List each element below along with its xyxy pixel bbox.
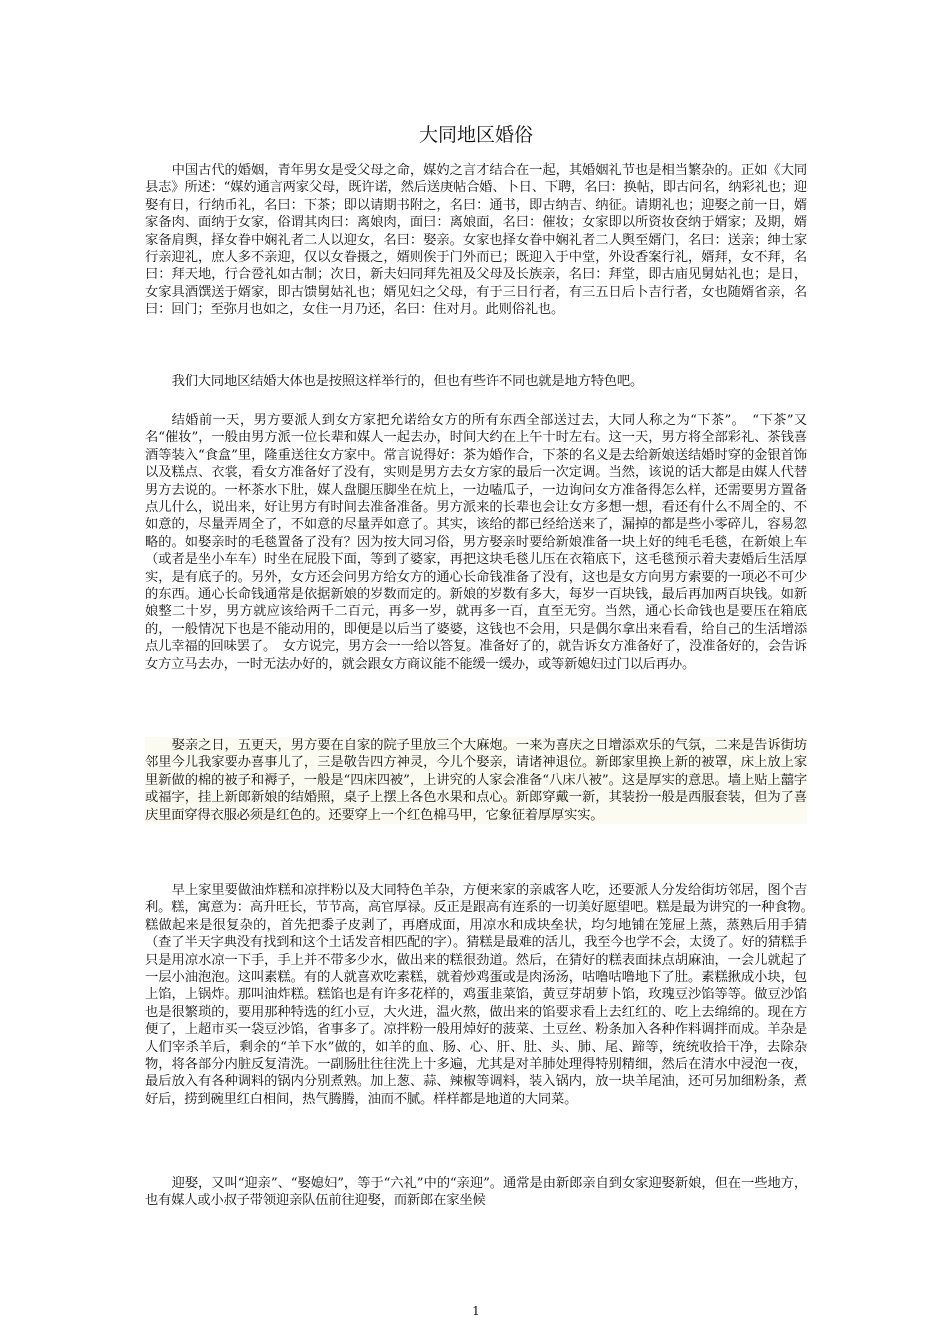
paragraph-yingqu: 迎娶，又叫“迎亲”、“娶媳妇”，等于“六礼”中的“亲迎”。通常是由新郎亲自到女家迎娶新娘，但在一些地方，也有媒人或小叔子带领迎亲队伍前往迎娶，而新郎在家坐候 bbox=[145, 1176, 807, 1209]
paragraph-wedding-food: 早上家里要做油炸糕和凉拌粉以及大同特色羊杂，方便来家的亲戚客人吃，还要派人分发给街坊邻居，图个吉利。糕，寓意为：高升旺长，节节高，高官厚禄。反正是跟高有连系的一切美好愿望吧。糕是最为讲究的一种食物。 糕做起来是很复杂的，首先把黍子皮剥了，再磨成面，用凉水和成块垒状，均匀地铺在笼屉上蒸，蒸熟后用手猜（查了半天字典没有找到和这个土话发音相匹配的字）。猜糕是最难的活儿，我至今也学不会，太烫了。好的猜糕手只是用凉水凉一下手，手上并不带多少水，做出来的糕很劲道。然后，在猜好的糕表面抹点胡麻油，一会儿就起了一层小油泡泡。这叫素糕。有的人就喜欢吃素糕，就着炒鸡蛋或是肉汤汤，咕噜咕噜地下了肚。素糕揪成小块，包上馅，上锅炸。那叫油炸糕。糕馅也是有许多花样的，鸡蛋韭菜馅，黄豆芽胡萝卜馅，玫瑰豆沙馅等等。做豆沙馅也是很繁琐的，要用那种特选的红小豆，大火进，温火熬，做出来的馅要求看上去红红的、吃上去绵绵的。现在方便了，上超市买一袋豆沙馅，省事多了。凉拌粉一般用焯好的菠菜、土豆丝、粉条加入各种作料调拌而成。羊杂是人们宰杀羊后，剩余的“羊下水”做的，如羊的血、肠、心、肝、肚、头、肺、尾、蹄等，统统收拾干净，去除杂 物，将各部分内脏反复清洗。一副肠肚往往洗上十多遍，尤其是对羊肺处理得特别精细，然后在清水中浸泡一夜，最后放入有各种调料的锅内分别煮熟。加上葱、蒜、辣椒等调料，装入锅内，放一块羊尾油，还可另加细粉条，煮好后，捞到碗里红白相间，热气腾腾，油而不腻。样样都是地道的大同菜。 bbox=[145, 883, 821, 1107]
paragraph-local-custom: 我们大同地区结婚大体也是按照这样举行的，但也有些许不同也就是地方特色吧。 bbox=[171, 374, 644, 389]
paragraph-intro: 中国古代的婚姻，青年男女是受父母之命，媒妁之言才结合在一起，其婚姻礼节也是相当繁杂的。正如《大同县志》所述：“媒妁通言两家父母，既许诺，然后送庚帖合婚、卜日、下聘，名曰：换帖，即古问名，纳彩礼也；迎娶有日，行纳币礼，名曰：下茶；即以请期书附之，名曰：通书，即古纳吉、纳征。请期礼也；迎娶之前一日，婿家备肉、面纳于女家，俗谓其肉曰：离娘肉，面曰：离娘面，名曰：催妆；女家即以所资妆奁纳于婿家；及期，婿家备肩舆，择女眷中娴礼者二人以迎女，名曰：娶亲。女家也择女眷中娴礼者二人舆至婿门，名曰：送亲；绅士家行亲迎礼，庶人多不亲迎，仅以女眷摄之，婿则俟于门外而已；既迎入于中堂，外设香案行礼，婿拜，女不拜，名曰：拜天地，行合卺礼如古制；次日，新夫妇同拜先祖及父母及长族亲，名曰：拜堂，即古庙见舅姑礼也；是日，女家具酒馔送于婿家，即古馈舅姑礼也；婿见妇之父母，有于三日行者，有三五日后卜吉行者，女也随婿省亲，名曰：回门；至弥月也如之，女住一月乃还，名曰：住对月。此则俗礼也。 bbox=[145, 163, 807, 318]
document-page bbox=[145, 0, 821, 1344]
page-number: 1 bbox=[472, 1304, 480, 1318]
document-title: 大同地区婚俗 bbox=[418, 124, 533, 146]
paragraph-xiacha: 结婚前一天，男方要派人到女方家把允诺给女方的所有东西全部送过去，大同人称之为“下茶”。 “下茶”又名“催妆”，一般由男方派一位长辈和媒人一起去办，时间大约在上午十时左右。这一天，男方将全部彩礼、茶钱喜酒等装入“食盒”里，隆重送往女方家中。常言说得好：茶为婚作合，下茶的名义是去给新娘送结婚时穿的金银首饰以及糕点、衣裳，看女方准备好了没有，实则是男方去女方家的最后一次定调。当然，该说的话大都是由媒人代替男方去说的。一杯茶水下肚，媒人盘腿压脚坐在炕上，一边嗑瓜子，一边询问女方准备得怎么样，还需要男方置备点儿什么，说出来，好让男方有时间去准备准备。男方派来的长辈也会让女方多想一想，看还有什么不周全的、不如意的，尽量弄周全了，不如意的尽量弄如意了。其实，该给的都已经给送来了，漏掉的都是些小零碎儿，容易忽略的。如娶亲时的毛毯置备了没有？因为按大同习俗，男方娶亲时要给新娘准备一块上好的纯毛毛毯，在新娘上车（或者是坐小车车）时坐在屁股下面，等到了婆家，再把这块毛毯儿压在衣箱底下，这毛毯预示着夫妻婚后生活厚实，是有底子的。另外，女方还会问男方给女方的通心长命钱准备了没有，这也是女方向男方索要的一项必不可少的东西。通心长命钱通常是依据新娘的岁数而定的。新娘的岁数有多大，每岁一百块钱，最后再加两百块钱。如新娘整二十岁，男方就应该给两千二百元，再多一岁，就再多一百，直至无穷。当然，通心长命钱也是要压在箱底的，一般情况下也是不能动用的，即便是以后当了婆婆，这钱也不会用，只是偶尔拿出来看看，给自己的生活增添点儿幸福的回味罢了。 女方说完，男方会一一给以答复。准备好了的，就告诉女方准备好了，没准备好的，会告诉女方立马去办，一时无法办好的，就会跟女方商议能不能缓一缓办，或等新媳妇过门以后再办。 bbox=[145, 413, 807, 672]
paragraph-wedding-day: 娶亲之日，五更天，男方要在自家的院子里放三个大麻炮。一来为喜庆之日增添欢乐的气氛，二来是告诉街坊邻里今儿我家要办喜事儿了，三是敬告四方神灵，今儿个娶亲，请诸神退位。新郎家里换上新的被罩，床上放上家里新做的棉的被子和褥子，一般是“四床四被”，上讲究的人家会准备“八床八被”。这是厚实的意思。墙上贴上囍字或福字，挂上新郎新娘的结婚照，桌子上摆上各色水果和点心。新郎穿戴一新，其装扮一般是西服套装，但为了喜庆里面穿得衣服必须是红色的。还要穿上一个红色棉马甲，它象征着厚厚实实。 bbox=[145, 738, 807, 823]
